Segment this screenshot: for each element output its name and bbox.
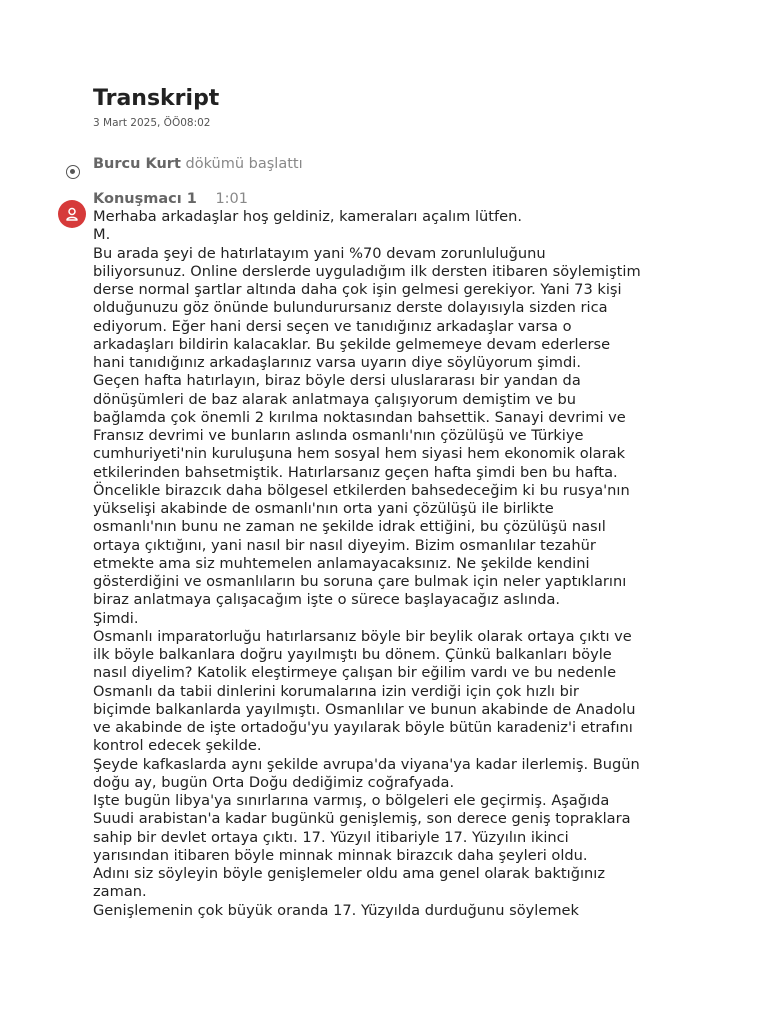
- transcript-line: bağlamda çok önemli 2 kırılma noktasından bahsettik. Sanayi devrimi ve: [93, 408, 626, 426]
- event-user-name: Burcu Kurt: [93, 156, 181, 172]
- transcript-line: biçimde balkanlarda yayılmıştı. Osmanlılar ve bunun akabinde de Anadolu: [93, 700, 636, 718]
- transcript-line: biraz anlatmaya çalışacağım işte o sürece başlayacağız aslında.: [93, 591, 561, 609]
- record-icon: [66, 165, 80, 179]
- transcript-line: osmanlı'nın bunu ne zaman ne şekilde idrak ettiğini, bu çözülüşü nasıl: [93, 518, 606, 536]
- user-icon: [64, 206, 80, 222]
- transcript-line: gösterdiğini ve osmanlıların bu soruna çare bulmak için neler yaptıklarını: [93, 573, 627, 590]
- transcript-line: olduğunuzu göz önünde bulundurursanız derste dolayısıyla sizden rica: [93, 299, 608, 317]
- speaker-avatar: [58, 200, 86, 228]
- transcript-text: [93, 208, 683, 920]
- transcript-line: arkadaşları bildirin kalacaklar. Bu şekilde gelmemeye devam ederlerse: [93, 335, 611, 353]
- transcript-line: Öncelikle birazcık daha bölgesel etkilerden bahsedeceğim ki bu rusya'nın: [93, 481, 630, 499]
- transcript-line: Osmanlı imparatorluğu hatırlarsanız böyle bir beylik olarak ortaya çıktı ve: [93, 627, 632, 645]
- transcript-line: kontrol edecek şekilde.: [93, 737, 262, 755]
- transcript-line: Işte bugün libya'ya sınırlarına varmış, o bölgeleri ele geçirmiş. Aşağıda: [93, 792, 610, 809]
- transcript-line: ortaya çıktığını, yani nasıl bir nasıl diyeyim. Bizim osmanlılar tezahür: [93, 536, 596, 554]
- transcript-line: ve akabinde de işte ortadoğu'yu yayılarak böyle bütün karadeniz'i etrafını: [93, 719, 633, 736]
- speaker-header: [93, 190, 248, 208]
- transcription-started-event: [93, 154, 303, 174]
- transcript-line: hani tanıdığınız arkadaşlarınız varsa uyarın diye söylüyorum şimdi.: [93, 354, 581, 371]
- transcript-line: Fransız devrimi ve bunların aslında osmanlı'nın çözülüşü ve Türkiye: [93, 427, 584, 444]
- transcript-line: Şeyde kafkaslarda aynı şekilde avrupa'da viyana'ya kadar ilerlemiş. Bugün: [93, 755, 640, 773]
- transcript-line: etmekte ama siz muhtemelen anlamayacaksınız. Ne şekilde kendini: [93, 554, 590, 572]
- transcript-line: Adını siz söyleyin böyle genişlemeler oldu ama genel olarak baktığınız: [93, 865, 605, 882]
- page-title: Transkript: [93, 86, 220, 111]
- transcript-line: Bu arada şeyi de hatırlatayım yani %70 devam zorunluluğunu: [93, 244, 546, 262]
- transcript-line: ilk böyle balkanlara doğru yayılmıştı bu dönem. Çünkü balkanları böyle: [93, 646, 612, 663]
- transcript-line: Suudi arabistan'a kadar bugünkü genişlemiş, son derece geniş topraklara: [93, 810, 631, 828]
- transcript-line: doğu ay, bugün Orta Doğu dediğimiz coğrafyada.: [93, 773, 455, 791]
- transcript-line: dönüşümleri de baz alarak anlatmaya çalışıyorum demiştim ve bu: [93, 390, 577, 408]
- speaker-timestamp[interactable]: 1:01: [215, 191, 248, 207]
- transcript-line: yarısından itibaren böyle minnak minnak birazcık daha şeyleri oldu.: [93, 846, 588, 864]
- speaker-name: Konuşmacı 1: [93, 191, 197, 207]
- transcript-line: ediyorum. Eğer hani dersi seçen ve tanıdığınız arkadaşlar varsa o: [93, 317, 572, 335]
- transcript-line: Geçen hafta hatırlayın, biraz böyle dersi uluslararası bir yandan da: [93, 372, 581, 390]
- transcript-line: yükselişi akabinde de osmanlı'nın orta yani çözülüşü ile birlikte: [93, 500, 554, 517]
- transcript-line: Şimdi.: [93, 609, 139, 627]
- transcript-line: nasıl diyelim? Katolik eleştirmeye çalışan bir eğilim vardı ve bu nedenle: [93, 664, 617, 682]
- event-action: dökümü başlattı: [185, 156, 303, 172]
- transcript-line: biliyorsunuz. Online derslerde uyguladığım ilk dersten itibaren söylemiştim: [93, 262, 641, 280]
- transcript-line: M.: [93, 226, 111, 244]
- transcript-line: Merhaba arkadaşlar hoş geldiniz, kameraları açalım lütfen.: [93, 208, 523, 225]
- transcript-date: 3 Mart 2025, ÖÖ08:02: [93, 117, 211, 129]
- transcript-line: etkilerinden bahsetmiştik. Hatırlarsanız geçen hafta şimdi ben bu hafta.: [93, 463, 618, 481]
- transcript-line: derse normal şartlar altında daha çok işin gelmesi gerekiyor. Yani 73 kişi: [93, 281, 622, 298]
- transcript-line: zaman.: [93, 883, 147, 901]
- transcript-line: Genişlemenin çok büyük oranda 17. Yüzyılda durduğunu söylemek: [93, 901, 579, 919]
- transcript-line: Osmanlı da tabii dinlerini korumalarına izin verdiği için çok hızlı bir: [93, 682, 579, 700]
- transcript-line: sahip bir devlet ortaya çıktı. 17. Yüzyıl itibariyle 17. Yüzyılın ikinci: [93, 828, 569, 846]
- transcript-line: cumhuriyeti'nin kuruluşuna hem sosyal hem siyasi hem ekonomik olarak: [93, 445, 626, 463]
